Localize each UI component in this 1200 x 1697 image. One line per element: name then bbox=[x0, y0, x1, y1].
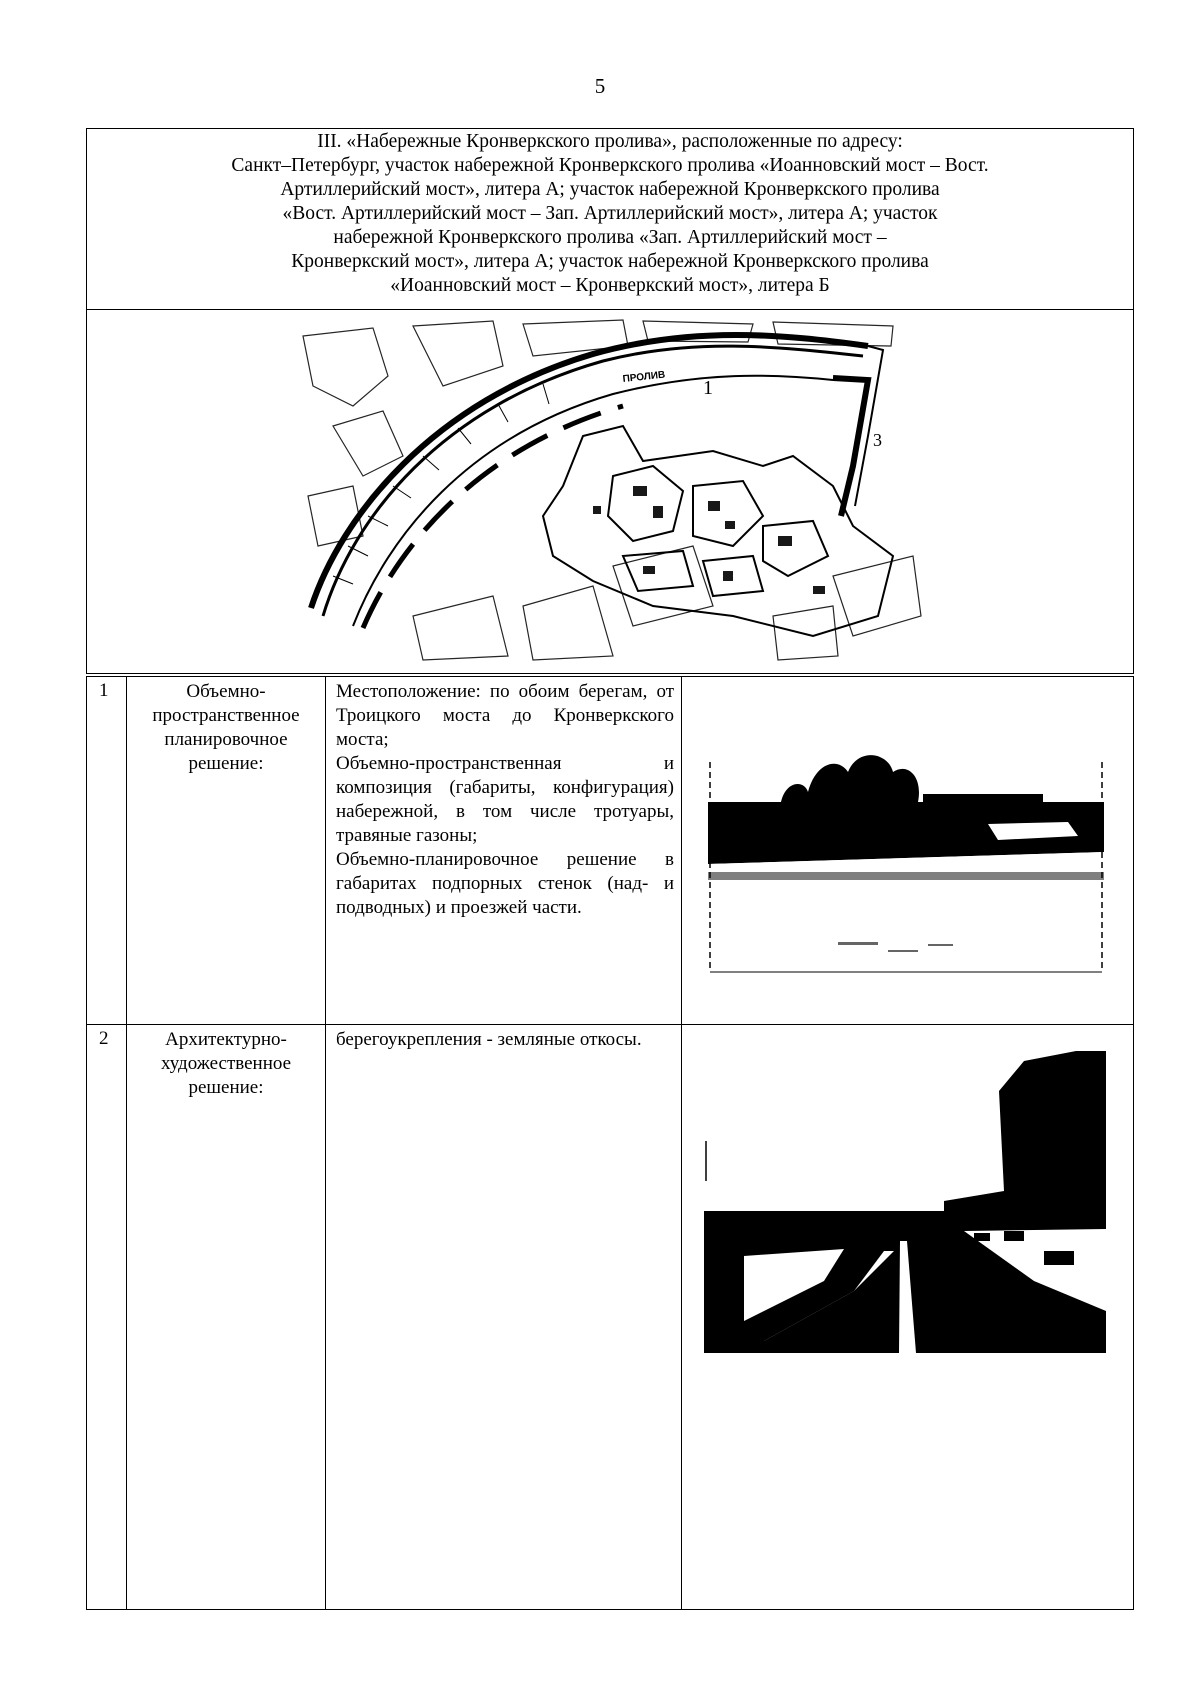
description-paragraph: Местоположение: по обоим берегам, от Троицкого моста до Кронверкского моста; bbox=[336, 681, 674, 750]
row-title-line: планировочное bbox=[164, 729, 288, 750]
heading-line: Артиллерийский мост», литера А; участок набережной Кронверкского пролива bbox=[280, 179, 940, 200]
heading-line: III. «Набережные Кронверкского пролива», расположенные по адресу: bbox=[317, 131, 903, 152]
heading-line: Кронверкский мост», литера А; участок набережной Кронверкского пролива bbox=[291, 251, 929, 272]
description-paragraph: Объемно-пространственная и композиция (габариты, конфигурация) набережной, в том числе тротуары, травяные газоны; bbox=[336, 753, 674, 846]
description-paragraph: берегоукрепления - земляные откосы. bbox=[336, 1029, 642, 1050]
map-cell bbox=[87, 310, 1133, 673]
elements-table bbox=[86, 676, 1134, 1610]
embankment-photo-2 bbox=[704, 1051, 1106, 1353]
row-title-line: решение: bbox=[188, 753, 264, 774]
row-title-line: Объемно- bbox=[186, 681, 266, 702]
description-paragraph: Объемно-планировочное решение в габаритах подпорных стенок (над- и подводных) и проезжей части. bbox=[336, 849, 674, 918]
map-label-3: 3 bbox=[873, 430, 882, 450]
row-number: 1 bbox=[99, 680, 109, 701]
heading-line: «Иоанновский мост – Кронверкский мост», литера Б bbox=[390, 275, 830, 296]
row-title bbox=[128, 1028, 324, 1100]
row-description bbox=[336, 1028, 674, 1052]
page-number: 5 bbox=[594, 74, 606, 98]
row-number: 2 bbox=[99, 1028, 109, 1049]
heading-line: «Вост. Артиллерийский мост – Зап. Артиллерийский мост», литера А; участок bbox=[282, 203, 938, 224]
embankment-photo-1 bbox=[708, 732, 1104, 976]
header-table bbox=[86, 128, 1134, 674]
map-label-strait: ПРОЛИВ bbox=[622, 369, 666, 385]
row-description bbox=[336, 680, 674, 920]
row-title-line: решение: bbox=[188, 1077, 264, 1098]
section-heading bbox=[87, 129, 1133, 310]
heading-line: Санкт–Петербург, участок набережной Кронверкского пролива «Иоанновский мост – Вост. bbox=[231, 155, 989, 176]
row-title bbox=[128, 680, 324, 776]
row-title-line: Архитектурно- bbox=[165, 1029, 287, 1050]
map-label-1: 1 bbox=[703, 377, 713, 399]
site-plan-map bbox=[293, 316, 923, 662]
row-title-line: пространственное bbox=[152, 705, 300, 726]
heading-line: набережной Кронверкского пролива «Зап. Артиллерийский мост – bbox=[333, 227, 887, 248]
row-title-line: художественное bbox=[160, 1053, 292, 1074]
